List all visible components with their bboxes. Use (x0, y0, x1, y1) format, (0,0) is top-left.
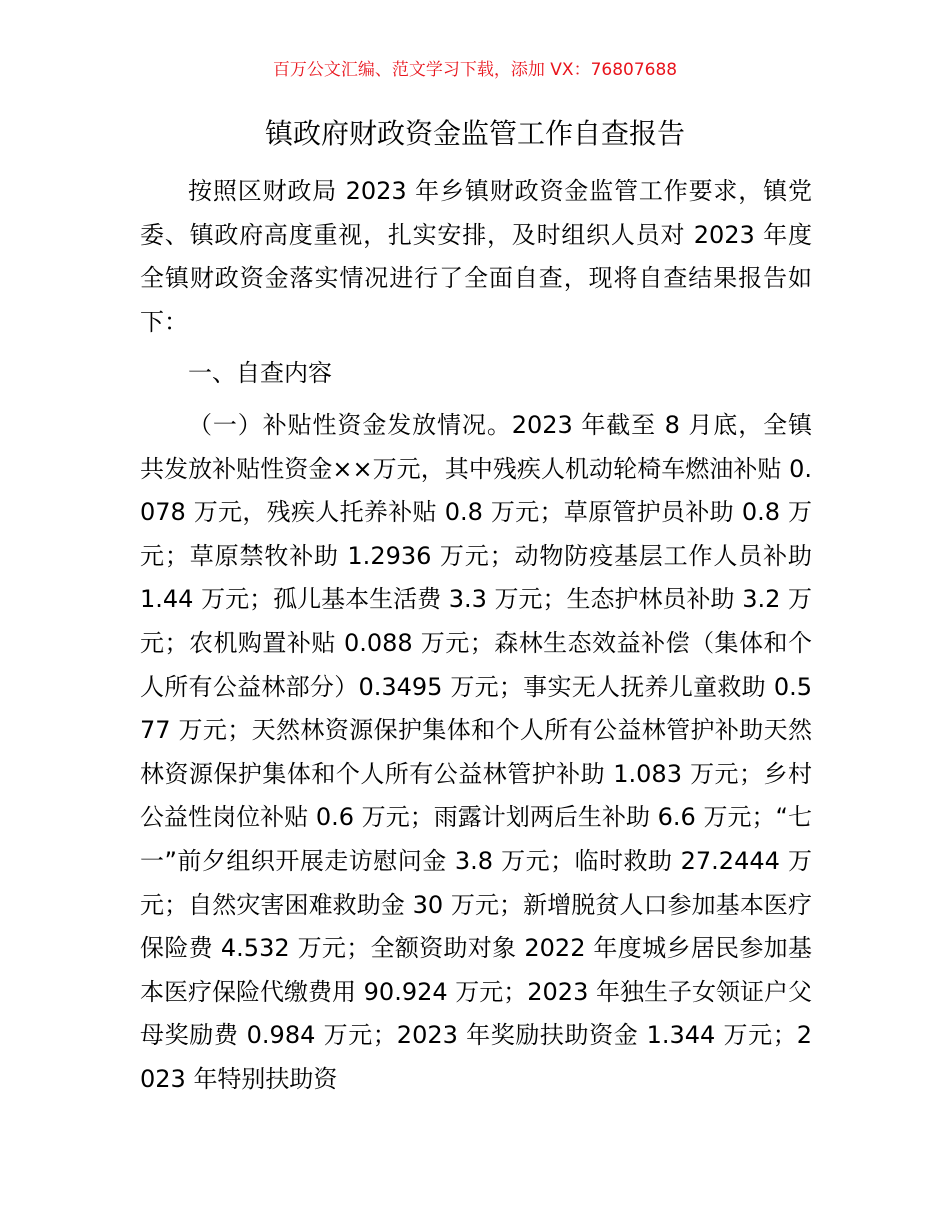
document-body (140, 170, 812, 1101)
section-heading: 一、自查内容 (188, 359, 332, 388)
document-title: 镇政府财政资金监管工作自查报告 (264, 117, 685, 150)
header-banner: 百万公文汇编、范文学习下载，添加 VX：76807688 (272, 60, 678, 80)
subsidy-paragraph: （一）补贴性资金发放情况。2023 年截至 8 月底，全镇共发放补贴性资金××万元，其中残疾人机动轮椅车燃油补贴 0.078 万元，残疾人托养补贴 0.8 万元；草原管护员补助 0.8 万元；草原禁牧补助 1.2936 万元；动物防疫基层工作人员补助 1.44 万元；孤儿基本生活费 3.3 万元；生态护林员补助 3.2 万元；农机购置补贴 0.088 万元；森林生态效益补偿（集体和个人所有公益林部分）0.3495 万元；事实无人抚养儿童救助 0.577 万元；天然林资源保护集体和个人所有公益林管护补助天然林资源保护集体和个人所有公益林管护补助 1.083 万元；乡村公益性岗位补贴 0.6 万元；雨露计划两后生补助 6.6 万元；“七一”前夕组织开展走访慰问金 3.8 万元；临时救助 27.2444 万元；自然灾害困难救助金 30 万元；新增脱贫人口参加基本医疗保险费 4.532 万元；全额资助对象 2022 年度城乡居民参加基本医疗保险代缴费用 90.924 万元；2023 年独生子女领证户父母奖励费 0.984 万元；2023 年奖励扶助资金 1.344 万元；2023 年特别扶助资 (140, 410, 812, 1093)
intro-paragraph: 按照区财政局 2023 年乡镇财政资金监管工作要求，镇党委、镇政府高度重视，扎实安排，及时组织人员对 2023 年度全镇财政资金落实情况进行了全面自查，现将自查结果报告如下： (140, 177, 812, 336)
